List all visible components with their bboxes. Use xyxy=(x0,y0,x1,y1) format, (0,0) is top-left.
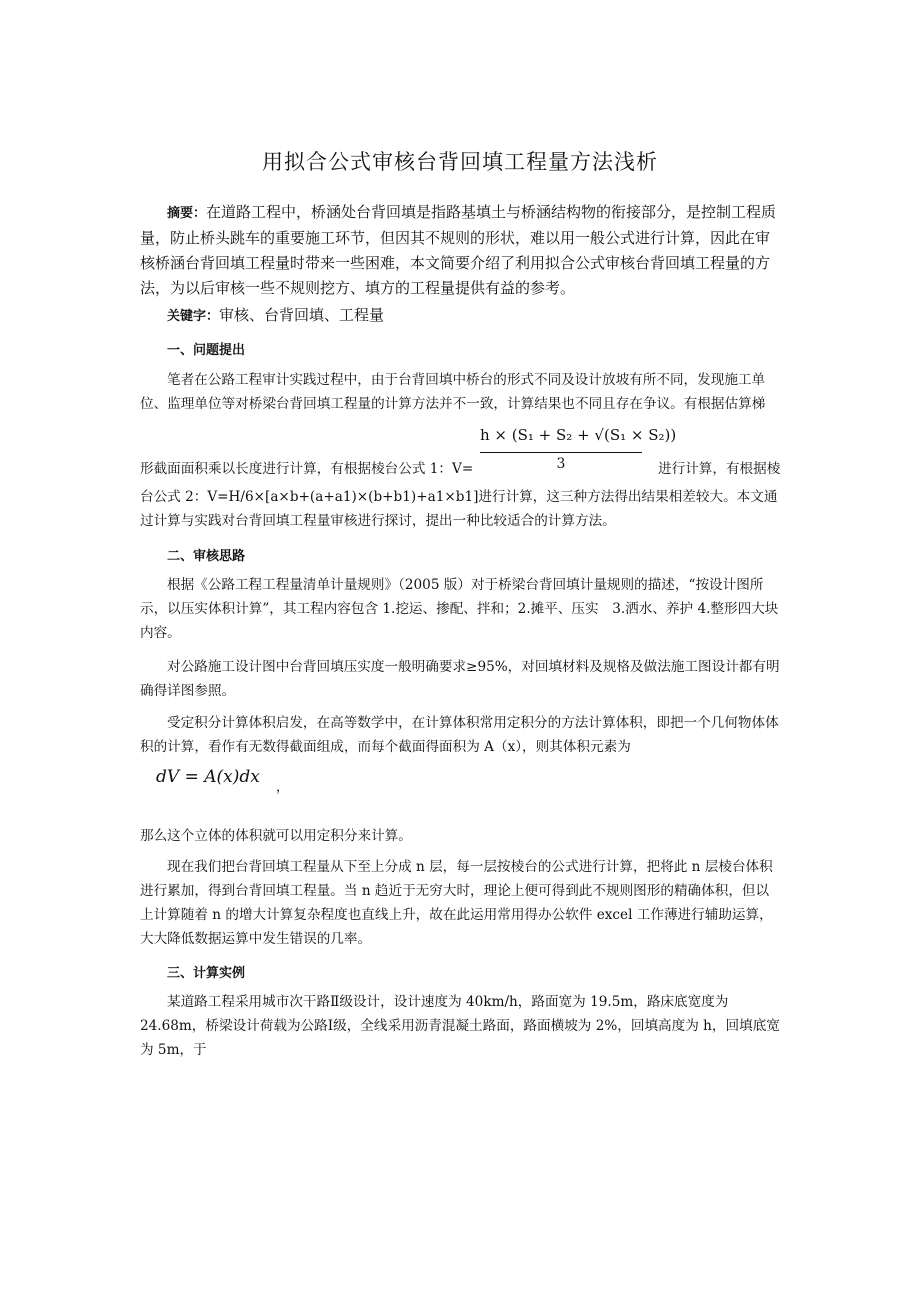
section1-paragraph-continued: 台公式 2：V=H/6×[a×b+(a+a1)×(b+b1)+a1×b1]进行计算，这三种方法得出结果相差较大。本文通过计算与实践对台背回填工程量审核进行探讨，提出一种比较适合的计算方法。 xyxy=(140,489,778,529)
abstract-text: 在道路工程中，桥涵处台背回填是指路基填土与桥涵结构物的衔接部分，是控制工程质量，防止桥头跳车的重要施工环节，但因其不规则的形状，难以用一般公式进行计算，因此在审核桥涵台背回填工程量时带来一些困难，本文简要介绍了利用拟合公式审核台背回填工程量的方法，为以后审核一些不规则挖方、填方的工程量提供有益的参考。 xyxy=(140,203,777,297)
section2-paragraph-2 xyxy=(140,655,780,703)
section2-paragraph-4: 那么这个立体的体积就可以用定积分来计算。 xyxy=(140,828,412,844)
section3-paragraph-1 xyxy=(140,990,780,1062)
section1-line3-left: 形截面面积乘以长度进行计算，有根据棱台公式 1：V= xyxy=(140,461,474,477)
section2-para2-text: 对公路施工设计图中台背回填压实度一般明确要求≥95%，对回填材料及规格及做法施工图设计都有明确得详图参照。 xyxy=(140,659,780,699)
section2-para1-text: 根据《公路工程工程量清单计量规则》（2005 版）对于桥梁台背回填计量规则的描述，“按设计图所示，以压实体积计算”，其工程内容包含 1.挖运、掺配、拌和；2.摊平、压实 3.洒水、养护 4.整形四大块内容。 xyxy=(140,577,779,641)
formula-frustum-1 xyxy=(480,424,677,480)
section-heading-3: 三、计算实例 xyxy=(167,966,246,981)
keywords-line xyxy=(140,303,780,329)
section2-paragraph-5 xyxy=(140,855,780,951)
page-title: 用拟合公式审核台背回填工程量方法浅析 xyxy=(262,150,658,174)
section1-paragraph xyxy=(140,368,780,416)
abstract-paragraph xyxy=(140,200,780,301)
abstract-label: 摘要： xyxy=(167,206,207,221)
section3-para1-text: 某道路工程采用城市次干路Ⅱ级设计，设计速度为 40km/h，路面宽为 19.5m，路床底宽度为 24.68m，桥梁设计荷载为公路Ⅰ级，全线采用沥青混凝土路面，路面横坡为 2%，回填高度为 h，回填底宽为 5m，于 xyxy=(140,994,780,1058)
formula-numerator: h × (S₁ + S₂ + √(S₁ × S₂)) xyxy=(480,426,677,444)
keywords-text: 审核、台背回填、工程量 xyxy=(219,306,385,324)
section1-line3-right: 进行计算，有根据棱 xyxy=(658,461,781,477)
formula-comma: ， xyxy=(276,780,290,795)
section2-paragraph-1 xyxy=(140,573,780,645)
section1-para1-text: 笔者在公路工程审计实践过程中，由于台背回填中桥台的形式不同及设计放坡有所不同，发现施工单位、监理单位等对桥梁台背回填工程量的计算方法并不一致，计算结果也不同且存在争议。有根据估算梯 xyxy=(140,372,766,412)
formula-volume-element: dV = A(x)dx xyxy=(156,767,260,787)
formula-denominator: 3 xyxy=(556,456,566,472)
section2-para3-text: 受定积分计算体积启发，在高等数学中，在计算体积常用定积分的方法计算体积，即把一个几何物体体积的计算，看作有无数得截面组成，而每个截面得面积为 A（x），则其体积元素为 xyxy=(140,715,779,755)
section-heading-1: 一、问题提出 xyxy=(167,343,246,358)
keywords-label: 关键字： xyxy=(167,309,220,324)
section2-para5-text: 现在我们把台背回填工程量从下至上分成 n 层，每一层按棱台的公式进行计算，把将此 n 层棱台体积进行累加，得到台背回填工程量。当 n 趋近于无穷大时，理论上便可得到此不规则图形的精确体积，但以上计算随着 n 的增大计算复杂程度也直线上升，故在此运用常用得办公软件 excel 工作薄进行辅助运算，大大降低数据运算中发生错误的几率。 xyxy=(140,859,773,947)
section-heading-2: 二、审核思路 xyxy=(167,549,246,564)
fraction-bar xyxy=(480,452,642,453)
section2-paragraph-3 xyxy=(140,711,780,759)
